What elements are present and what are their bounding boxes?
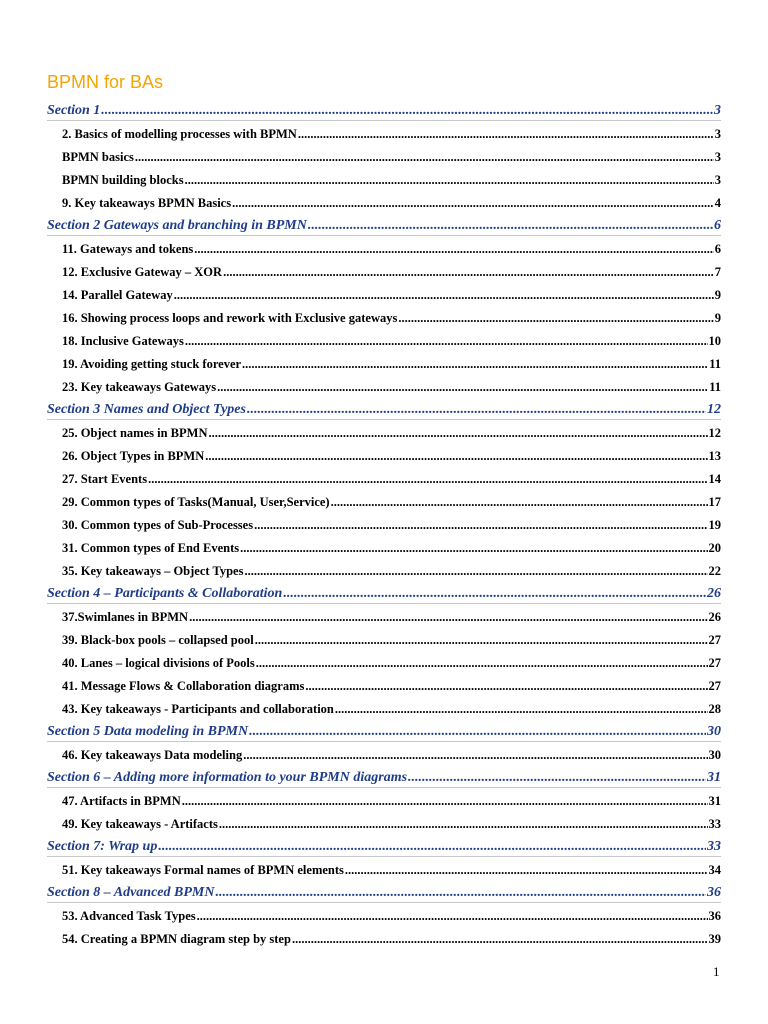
toc-entry-page: 33 — [707, 839, 721, 854]
dot-leader — [243, 745, 707, 765]
toc-subsection-link[interactable] — [62, 193, 721, 213]
toc-entry-page: 9 — [714, 288, 721, 302]
toc-entry-page: 10 — [708, 334, 721, 348]
toc-entry-page: 27 — [708, 633, 721, 647]
dot-leader — [208, 423, 707, 443]
dot-leader — [249, 722, 706, 742]
dot-leader — [255, 630, 708, 650]
toc-entry-page: 13 — [708, 449, 721, 463]
toc-entry-label: 31. Common types of End Events — [62, 541, 240, 555]
toc-entry-label: 35. Key takeaways – Object Types — [62, 564, 244, 578]
document-title: BPMN for BAs — [47, 72, 164, 92]
toc-entry-page: 6 — [714, 242, 721, 256]
toc-entry-label: Section 6 – Adding more information to your BPMN diagrams — [47, 770, 408, 785]
toc-entry-label: 12. Exclusive Gateway – XOR — [62, 265, 223, 279]
toc-entry-page: 4 — [714, 196, 721, 210]
toc-entry-page: 34 — [708, 863, 721, 877]
dot-leader — [217, 377, 708, 397]
toc-section-link[interactable] — [47, 768, 721, 788]
dot-leader — [398, 308, 713, 328]
toc-subsection-link[interactable] — [62, 607, 721, 627]
dot-leader — [298, 124, 714, 144]
dot-leader — [283, 584, 706, 604]
dot-leader — [135, 147, 714, 167]
toc-entry-page: 30 — [707, 724, 721, 739]
dot-leader — [174, 285, 714, 305]
toc-entry-label: 27. Start Events — [62, 472, 148, 486]
toc-entry-page: 27 — [708, 656, 721, 670]
dot-leader — [256, 653, 708, 673]
toc-entry-page: 33 — [708, 817, 721, 831]
toc-entry-label: 2. Basics of modelling processes with BPMN — [62, 127, 297, 141]
dot-leader — [335, 699, 708, 719]
toc-subsection-link[interactable] — [62, 170, 721, 190]
toc-entry-page: 31 — [708, 794, 721, 808]
toc-subsection-link[interactable] — [62, 906, 721, 926]
toc-entry-label: 43. Key takeaways - Participants and collaboration — [62, 702, 334, 716]
toc-subsection-link[interactable] — [62, 124, 721, 144]
toc-entry-page: 30 — [708, 748, 721, 762]
toc-subsection-link[interactable] — [62, 538, 721, 558]
toc-entry-page: 9 — [714, 311, 721, 325]
toc-entry-label: Section 1 — [47, 103, 101, 118]
toc-entry-page: 6 — [714, 218, 721, 233]
toc-subsection-link[interactable] — [62, 423, 721, 443]
dot-leader — [308, 216, 713, 236]
toc-entry-label: Section 5 Data modeling in BPMN — [47, 724, 249, 739]
toc-section-link[interactable] — [47, 400, 721, 420]
dot-leader — [305, 676, 707, 696]
toc-entry-label: 25. Object names in BPMN — [62, 426, 208, 440]
toc-subsection-link[interactable] — [62, 745, 721, 765]
toc-entry-label: 11. Gateways and tokens — [62, 242, 194, 256]
toc-subsection-link[interactable] — [62, 791, 721, 811]
toc-entry-label: 41. Message Flows & Collaboration diagrams — [62, 679, 305, 693]
toc-subsection-link[interactable] — [62, 262, 721, 282]
toc-entry-page: 19 — [708, 518, 721, 532]
toc-entry-label: 9. Key takeaways BPMN Basics — [62, 196, 232, 210]
toc-entry-label: 30. Common types of Sub-Processes — [62, 518, 254, 532]
toc-entry-page: 7 — [714, 265, 721, 279]
dot-leader — [185, 170, 714, 190]
toc-entry-page: 12 — [708, 426, 721, 440]
dot-leader — [101, 101, 713, 121]
toc-entry-label: 19. Avoiding getting stuck forever — [62, 357, 242, 371]
toc-entry-label: 54. Creating a BPMN diagram step by step — [62, 932, 291, 946]
toc-entry-label: 39. Black-box pools – collapsed pool — [62, 633, 254, 647]
dot-leader — [242, 354, 708, 374]
toc-subsection-link[interactable] — [62, 147, 721, 167]
toc-subsection-link[interactable] — [62, 676, 721, 696]
toc-entry-page: 11 — [709, 357, 721, 371]
toc-entry-label: 18. Inclusive Gateways — [62, 334, 184, 348]
toc-entry-page: 22 — [708, 564, 721, 578]
toc-section-link[interactable] — [47, 216, 721, 236]
dot-leader — [345, 860, 708, 880]
dot-leader — [292, 929, 708, 949]
dot-leader — [331, 492, 708, 512]
dot-leader — [158, 837, 706, 857]
toc-entry-page: 12 — [707, 402, 721, 417]
toc-entry-label: BPMN basics — [62, 150, 134, 164]
toc-entry-label: 53. Advanced Task Types — [62, 909, 196, 923]
dot-leader — [189, 607, 707, 627]
dot-leader — [148, 469, 707, 489]
toc-entry-page: 26 — [707, 586, 721, 601]
dot-leader — [182, 791, 708, 811]
dot-leader — [232, 193, 714, 213]
toc-entry-label: 47. Artifacts in BPMN — [62, 794, 181, 808]
toc-entry-page: 27 — [708, 679, 721, 693]
toc-section-link[interactable] — [47, 722, 721, 742]
dot-leader — [194, 239, 713, 259]
toc-entry-page: 26 — [708, 610, 721, 624]
dot-leader — [408, 768, 706, 788]
toc-entry-label: 14. Parallel Gateway — [62, 288, 173, 302]
toc-entry-page: 3 — [714, 173, 721, 187]
toc-entry-page: 17 — [708, 495, 721, 509]
toc-entry-label: BPMN building blocks — [62, 173, 184, 187]
toc-subsection-link[interactable] — [62, 285, 721, 305]
toc-section-link[interactable] — [47, 883, 721, 903]
dot-leader — [223, 262, 714, 282]
toc-subsection-link[interactable] — [62, 653, 721, 673]
toc-subsection-link[interactable] — [62, 630, 721, 650]
toc-entry-label: 51. Key takeaways Formal names of BPMN elements — [62, 863, 344, 877]
toc-section-link[interactable] — [47, 584, 721, 604]
toc-entry-page: 28 — [708, 702, 721, 716]
dot-leader — [254, 515, 707, 535]
toc-entry-page: 36 — [708, 909, 721, 923]
toc-entry-label: 46. Key takeaways Data modeling — [62, 748, 243, 762]
toc-section-link[interactable] — [47, 101, 721, 121]
toc-entry-label: 26. Object Types in BPMN — [62, 449, 205, 463]
dot-leader — [244, 561, 707, 581]
toc-entry-page: 3 — [714, 150, 721, 164]
toc-entry-label: 29. Common types of Tasks(Manual, User,Service) — [62, 495, 330, 509]
toc-subsection-link[interactable] — [62, 561, 721, 581]
dot-leader — [185, 331, 708, 351]
toc-entry-label: 37.Swimlanes in BPMN — [62, 610, 189, 624]
toc-entry-label: Section 2 Gateways and branching in BPMN — [47, 218, 307, 233]
toc-subsection-link[interactable] — [62, 354, 721, 374]
dot-leader — [247, 400, 706, 420]
toc-entry-label: Section 4 – Participants & Collaboration — [47, 586, 283, 601]
toc-entry-page: 3 — [714, 127, 721, 141]
toc-section-link[interactable] — [47, 837, 721, 857]
toc-entry-label: 40. Lanes – logical divisions of Pools — [62, 656, 255, 670]
toc-entry-page: 3 — [714, 103, 721, 118]
toc-entry-label: Section 8 – Advanced BPMN — [47, 885, 215, 900]
toc-entry-label: Section 3 Names and Object Types — [47, 402, 246, 417]
page-number: 1 — [713, 964, 720, 979]
dot-leader — [215, 883, 706, 903]
toc-entry-page: 20 — [708, 541, 721, 555]
toc-entry-label: 49. Key takeaways - Artifacts — [62, 817, 218, 831]
toc-subsection-link[interactable] — [62, 446, 721, 466]
toc-entry-label: 23. Key takeaways Gateways — [62, 380, 217, 394]
toc-subsection-link[interactable] — [62, 929, 721, 949]
toc-entry-label: Section 7: Wrap up — [47, 839, 158, 854]
toc-subsection-link[interactable] — [62, 377, 721, 397]
toc-subsection-link[interactable] — [62, 239, 721, 259]
toc-entry-label: 16. Showing process loops and rework with Exclusive gateways — [62, 311, 398, 325]
toc-subsection-link[interactable] — [62, 515, 721, 535]
toc-subsection-link[interactable] — [62, 492, 721, 512]
toc-subsection-link[interactable] — [62, 814, 721, 834]
toc-subsection-link[interactable] — [62, 860, 721, 880]
toc-entry-page: 36 — [707, 885, 721, 900]
toc-entry-page: 39 — [708, 932, 721, 946]
dot-leader — [205, 446, 707, 466]
dot-leader — [240, 538, 707, 558]
dot-leader — [219, 814, 708, 834]
toc-entry-page: 11 — [709, 380, 721, 394]
toc-entry-page: 31 — [707, 770, 721, 785]
toc-entry-page: 14 — [708, 472, 721, 486]
toc-subsection-link[interactable] — [62, 469, 721, 489]
dot-leader — [197, 906, 708, 926]
toc-subsection-link[interactable] — [62, 699, 721, 719]
toc-subsection-link[interactable] — [62, 331, 721, 351]
toc-subsection-link[interactable] — [62, 308, 721, 328]
